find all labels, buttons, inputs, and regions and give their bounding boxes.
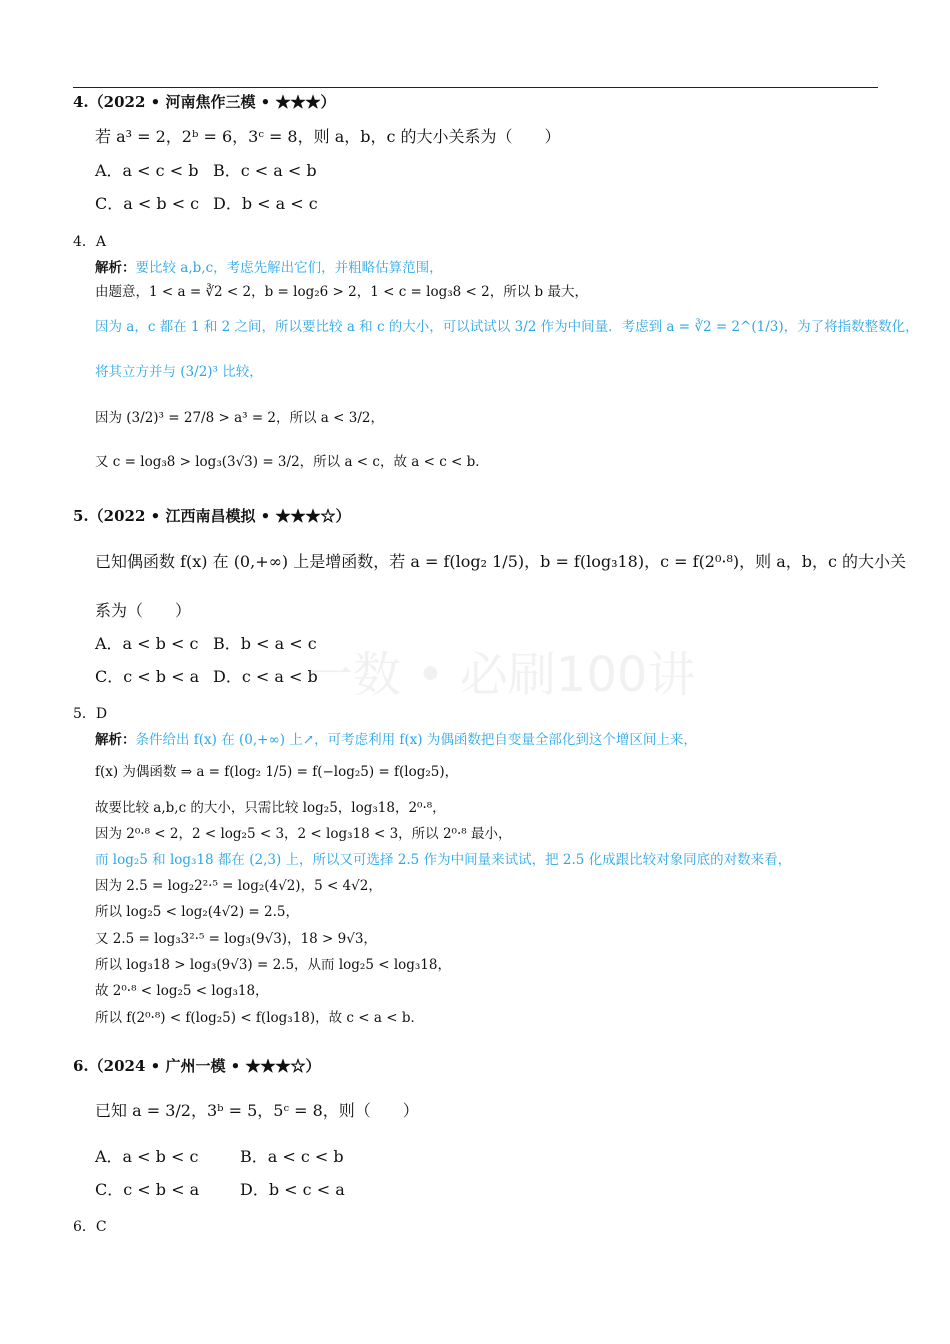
- q4-option-b: B．c < a < b: [213, 161, 317, 180]
- q4-option-d: D．b < a < c: [213, 194, 318, 213]
- q6-option-c: C．c < b < a: [95, 1180, 200, 1199]
- q4-stem: 若 a³ = 2，2ᵇ = 6，3ᶜ = 8，则 a，b，c 的大小关系为（ ）: [95, 127, 561, 146]
- a4-hint1-line: [95, 256, 443, 276]
- a5-line7: 所以 log₃18 > log₃(9√3) = 2.5，从而 log₂5 < log₃18，: [95, 957, 451, 973]
- a4-label: 解析：: [95, 260, 136, 276]
- q4-header: 4.（2022 • 河南焦作三模 • ★★★）: [73, 93, 336, 111]
- a4-line2: 因为 (3/2)³ = 27/8 > a³ = 2，所以 a < 3/2，: [95, 410, 384, 426]
- q5-stem-line1: 已知偶函数 f(x) 在 (0,+∞) 上是增函数，若 a = f(log₂ 1/5)，b = f(log₃18)，c = f(2⁰·⁸)，则 a，b，c 的大小关: [95, 552, 907, 571]
- q6-option-b: B．a < c < b: [240, 1147, 344, 1166]
- q5-header: 5.（2022 • 江西南昌模拟 • ★★★☆）: [73, 507, 351, 525]
- a5-line6: 又 2.5 = log₃3²·⁵ = log₃(9√3)，18 > 9√3，: [95, 931, 377, 947]
- top-rule: [73, 87, 878, 88]
- q5-option-c: C．c < b < a: [95, 667, 200, 686]
- q6-option-d: D．b < c < a: [240, 1180, 345, 1199]
- a5-line1: f(x) 为偶函数 ⇒ a = f(log₂ 1/5) = f(−log₂5) = f(log₂5)，: [95, 764, 459, 780]
- a6-answer: 6．C: [73, 1219, 107, 1235]
- q5-stem-line2: 系为（ ）: [95, 601, 192, 620]
- q4-option-c: C．a < b < c: [95, 194, 200, 213]
- q6-stem: 已知 a = 3/2，3ᵇ = 5，5ᶜ = 8，则（ ）: [95, 1101, 419, 1120]
- q6-option-a: A．a < b < c: [95, 1147, 199, 1166]
- a5-hint2: 而 log₂5 和 log₃18 都在 (2,3) 上，所以又可选择 2.5 作为中间量来试试，把 2.5 化成跟比较对象同底的对数来看，: [95, 852, 792, 868]
- q4-option-a: A．a < c < b: [95, 161, 199, 180]
- a4-hint3: 将其立方并与 (3/2)³ 比较，: [95, 364, 263, 380]
- a4-hint2: 因为 a，c 都在 1 和 2 之间，所以要比较 a 和 c 的大小，可以试试以 3/2 作为中间量．考虑到 a = ∛2 = 2^(1/3)，为了将指数整数化，: [95, 319, 919, 335]
- a5-line9: 所以 f(2⁰·⁸) < f(log₂5) < f(log₃18)，故 c < a < b．: [95, 1010, 424, 1026]
- a4-line1: 由题意，1 < a = ∛2 < 2，b = log₂6 > 2，1 < c = log₃8 < 2，所以 b 最大，: [95, 284, 588, 300]
- a5-answer: 5．D: [73, 706, 108, 722]
- a5-label: 解析：: [95, 732, 136, 748]
- a5-line2: 故要比较 a,b,c 的大小，只需比较 log₂5，log₃18，2⁰·⁸，: [95, 800, 446, 816]
- a4-line3: 又 c = log₃8 > log₃(3√3) = 3/2，所以 a < c，故 a < c < b．: [95, 454, 489, 470]
- a5-line4: 因为 2.5 = log₂2²·⁵ = log₂(4√2)，5 < 4√2，: [95, 878, 382, 894]
- a5-line3: 因为 2⁰·⁸ < 2，2 < log₂5 < 3，2 < log₃18 < 3，所以 2⁰·⁸ 最小，: [95, 826, 512, 842]
- q5-option-d: D．c < a < b: [213, 667, 318, 686]
- q6-header: 6.（2024 • 广州一模 • ★★★☆）: [73, 1057, 321, 1075]
- a5-hint1-line: [95, 728, 697, 748]
- a4-answer: 4．A: [73, 234, 107, 250]
- watermark: 一数 • 必刷100讲: [305, 647, 696, 703]
- q5-option-a: A．a < b < c: [95, 634, 199, 653]
- a5-line5: 所以 log₂5 < log₂(4√2) = 2.5，: [95, 904, 299, 920]
- q5-option-b: B．b < a < c: [213, 634, 317, 653]
- a5-line8: 故 2⁰·⁸ < log₂5 < log₃18，: [95, 983, 269, 999]
- a5-hint1: 条件给出 f(x) 在 (0,+∞) 上↗，可考虑利用 f(x) 为偶函数把自变量全部化到这个增区间上来，: [135, 732, 697, 748]
- a4-hint1: 要比较 a,b,c，考虑先解出它们，并粗略估算范围，: [135, 260, 443, 276]
